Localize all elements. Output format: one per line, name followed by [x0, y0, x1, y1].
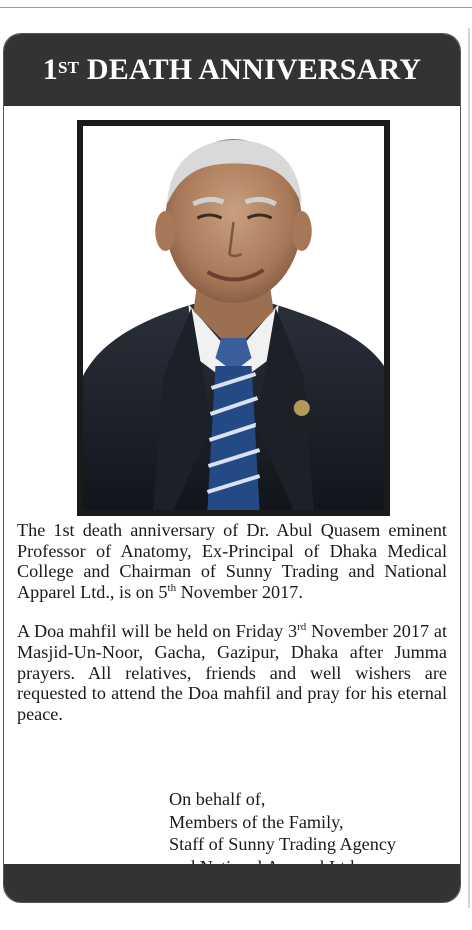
- doa-mahfil-text: A Doa mahfil will be held on Friday 3: [17, 621, 298, 642]
- doa-mahfil-day-suffix: rd: [297, 621, 307, 634]
- obituary-notice: [3, 33, 461, 903]
- notice-footer-band: [4, 864, 460, 902]
- notice-body: [17, 520, 447, 724]
- top-rule: [0, 0, 472, 8]
- anniversary-day-suffix: th: [167, 581, 177, 594]
- portrait-frame: [77, 120, 390, 516]
- page-edge: [468, 28, 470, 908]
- signature-line-2: Members of the Family,: [169, 811, 344, 832]
- signature-line-1: On behalf of,: [169, 789, 266, 809]
- header-ordinal: 1: [42, 53, 58, 86]
- doa-mahfil-paragraph: [17, 621, 447, 724]
- anniversary-text: The 1st death anniversary of Dr. Abul Quasem eminent Professor of Anatomy, Ex-Principal of Dhaka Medical College and Chairman of Sunny Trading and National Apparel Ltd., is on 5: [17, 520, 447, 602]
- anniversary-date-tail: November 2017.: [176, 581, 303, 602]
- header-title: DEATH ANNIVERSARY: [86, 53, 422, 86]
- portrait-illustration: [83, 126, 384, 510]
- signature-line-3: Staff of Sunny Trading Agency: [169, 834, 397, 854]
- doa-mahfil-details: November 2017 at Masjid-Un-Noor, Gacha, Gazipur, Dhaka after Jumma prayers. All relatives, friends and well wishers are requested to attend the Doa mahfil and pray for his eternal peace.: [17, 621, 447, 724]
- notice-header: 1 $^{ST}$ DEATH ANNIVERSARY: [4, 34, 460, 106]
- anniversary-paragraph: [17, 520, 447, 602]
- portrait-photo: [83, 126, 384, 510]
